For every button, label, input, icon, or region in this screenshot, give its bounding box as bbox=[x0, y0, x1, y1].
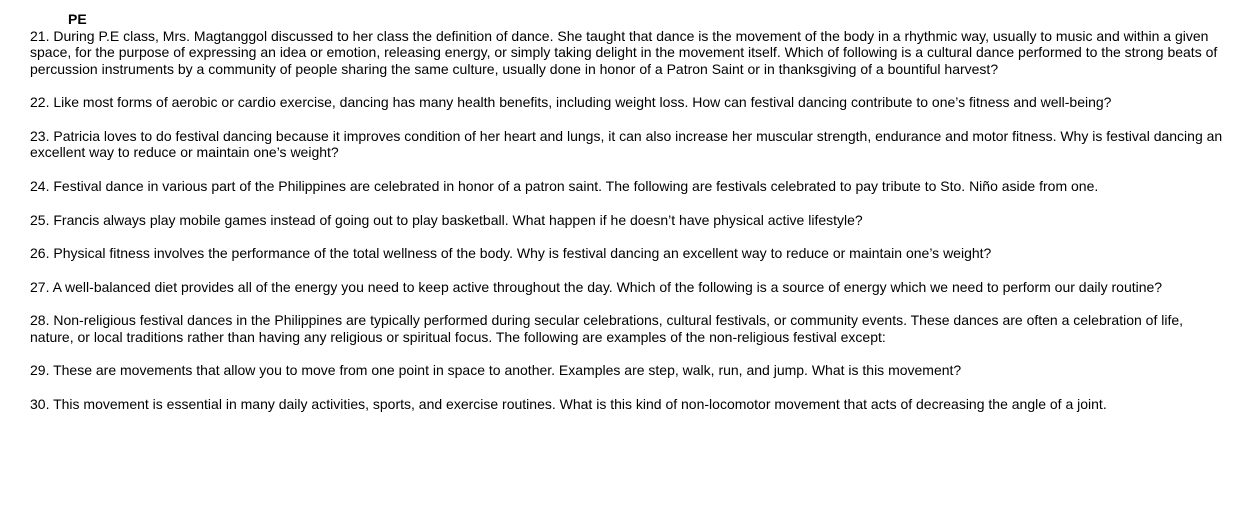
subject-heading: PE bbox=[68, 11, 87, 27]
question-21: 21. During P.E class, Mrs. Magtanggol discussed to her class the definition of dance. She taught that dance is the movement of the body in a rhythmic way, usually to music and within a given space, for the purpose of expressing an idea or emotion, releasing energy, or simply taking delight in the movement itself. Which of following is a cultural dance performed to the strong beats of percussion instruments by a community of people sharing the same culture, usually done in honor of a Patron Saint or in thanksgiving of a bountiful harvest? bbox=[30, 28, 1218, 77]
question-26: 26. Physical fitness involves the performance of the total wellness of the body. Why is festival dancing an excellent way to reduce or maintain one’s weight? bbox=[30, 245, 992, 262]
question-list bbox=[30, 28, 1230, 430]
question-24: 24. Festival dance in various part of the Philippines are celebrated in honor of a patron saint. The following are festivals celebrated to pay tribute to Sto. Niño aside from one. bbox=[30, 178, 1099, 194]
question-28: 28. Non-religious festival dances in the Philippines are typically performed during secular celebrations, cultural festivals, or community events. These dances are often a celebration of life, nature, or local traditions rather than having any religious or spiritual focus. The following are examples of the non-religious festival except: bbox=[30, 312, 1184, 345]
question-30: 30. This movement is essential in many daily activities, sports, and exercise routines. What is this kind of non-locomotor movement that acts of decreasing the angle of a joint. bbox=[30, 395, 1107, 412]
question-25: 25. Francis always play mobile games instead of going out to play basketball. What happen if he doesn’t have physical active lifestyle? bbox=[30, 211, 863, 228]
question-23: 23. Patricia loves to do festival dancing because it improves condition of her heart and lungs, it can also increase her muscular strength, endurance and motor fitness. Why is festival dancing an excellent way to reduce or maintain one’s weight? bbox=[30, 128, 1223, 161]
question-27: 27. A well-balanced diet provides all of the energy you need to keep active throughout the day. Which of the following is a source of energy which we need to perform our daily routine? bbox=[30, 278, 1163, 295]
question-22: 22. Like most forms of aerobic or cardio exercise, dancing has many health benefits, including weight loss. How can festival dancing contribute to one’s fitness and well-being? bbox=[30, 94, 1112, 111]
question-29: 29. These are movements that allow you to move from one point in space to another. Examples are step, walk, run, and jump. What is this movement? bbox=[30, 362, 962, 379]
